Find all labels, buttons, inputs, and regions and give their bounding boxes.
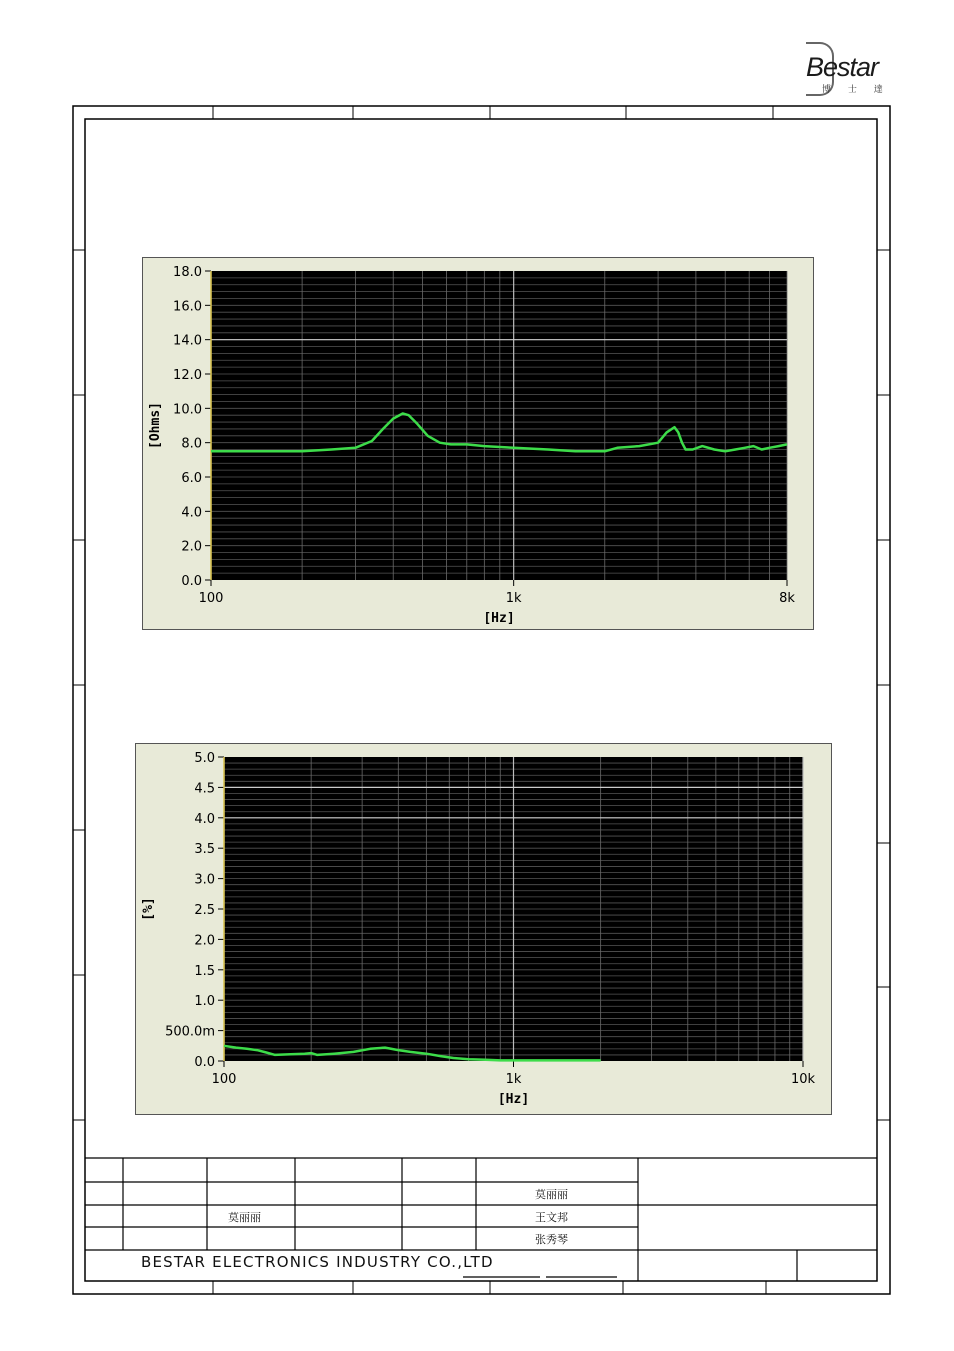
- approved-name: 莫丽丽: [535, 1188, 568, 1201]
- y-tick-label: 2.0: [181, 539, 202, 555]
- logo-text: Bestar: [806, 52, 879, 82]
- x-tick-label: 100: [198, 591, 224, 606]
- y-tick-label: 18.0: [173, 265, 202, 280]
- x-tick-label: 8k: [779, 591, 795, 606]
- logo-subtitle: 博 士 達: [822, 85, 890, 95]
- y-tick-label: 5.0: [194, 751, 215, 766]
- x-tick-label: 100: [211, 1072, 237, 1087]
- drawn-name: 张秀琴: [535, 1233, 568, 1246]
- company-name: BESTAR ELECTRONICS INDUSTRY CO.,LTD: [141, 1253, 494, 1271]
- designer-name: 莫丽丽: [228, 1211, 261, 1224]
- x-axis-label: [Hz]: [497, 1092, 530, 1107]
- y-tick-label: 10.0: [173, 402, 202, 418]
- y-tick-label: 2.0: [194, 933, 215, 949]
- y-tick-label: 2.5: [194, 903, 215, 918]
- y-tick-label: 4.0: [181, 505, 202, 521]
- y-tick-label: 12.0: [173, 368, 202, 383]
- x-tick-label: 1k: [505, 591, 522, 606]
- y-tick-label: 4.5: [194, 781, 215, 797]
- y-tick-label: 4.0: [194, 811, 215, 827]
- x-tick-label: 1k: [505, 1072, 522, 1087]
- y-tick-label: 0.0: [194, 1055, 215, 1070]
- y-tick-label: 3.0: [194, 872, 215, 888]
- y-tick-label: 14.0: [173, 333, 202, 349]
- y-tick-label: 1.5: [194, 963, 215, 979]
- x-axis-label: [Hz]: [483, 611, 515, 626]
- y-tick-label: 8.0: [181, 436, 202, 452]
- y-tick-label: 0.0: [181, 574, 202, 589]
- y-tick-label: 16.0: [173, 299, 202, 315]
- y-tick-label: 500.0m: [165, 1024, 215, 1040]
- checked-name: 王文邦: [535, 1211, 568, 1224]
- y-axis-label: [Ohms]: [148, 402, 163, 449]
- x-tick-label: 10k: [790, 1072, 816, 1087]
- y-tick-label: 6.0: [181, 471, 202, 486]
- y-tick-label: 3.5: [194, 842, 215, 858]
- y-tick-label: 1.0: [194, 994, 215, 1010]
- y-axis-label: [%]: [141, 897, 156, 921]
